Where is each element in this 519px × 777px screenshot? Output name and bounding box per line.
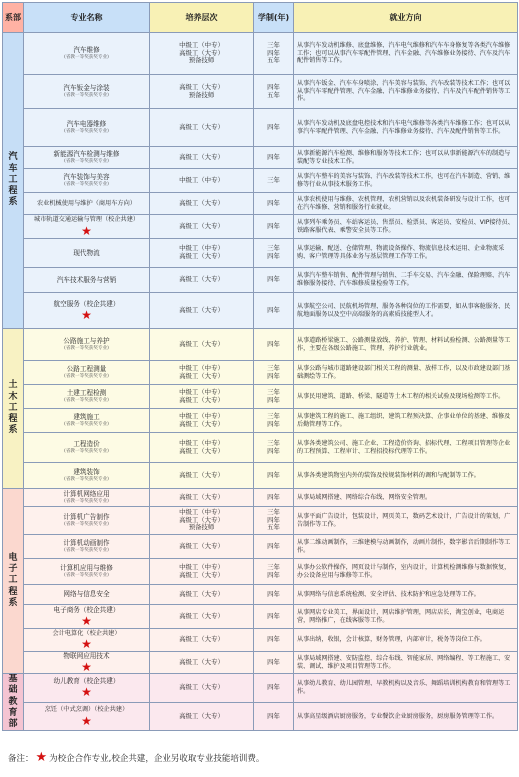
level-item: 中级工（中专） [179, 562, 224, 571]
level-item: 中级工（中专） [179, 175, 224, 184]
major-name: 航空服务（校企共建） [53, 299, 120, 308]
duration-item: 五年 [267, 90, 280, 99]
major-cell [24, 147, 150, 169]
level-item: 中级工（中专） [179, 244, 224, 253]
direction-cell: 从事高星级酒店厨房服务，专业餐饮企业厨房服务，厨房服务管理等工作。 [294, 702, 518, 731]
major-cell [24, 702, 150, 731]
duration-item: 四年 [267, 635, 280, 644]
table-row [3, 268, 518, 293]
direction-cell: 从事局域网搭建、安防监控、综合布线、智能家居、网络编程、等工程施工、安装、调试、维护及项目管理等工作。 [294, 652, 518, 674]
dept-cell [3, 489, 24, 674]
major-name: 会计电算化（校企共建） [52, 629, 121, 637]
duration-item: 三年 [267, 507, 280, 516]
direction-cell: 从事公路与城市道路建设部门相关工程的测量、放样工作，以及市政建设部门基础测绘等工作。 [294, 361, 518, 385]
dept-name: 汽车工程系 [8, 152, 18, 208]
major-cell [24, 109, 150, 147]
majors-table-container [2, 2, 517, 731]
major-name: 电子商务（校企共建） [53, 605, 120, 614]
table-row [3, 463, 518, 489]
direction-cell: 从事运输、配送、仓储管理、物流设备操作、物流信息技术运用、企业物流采购、客户管理等具体业务与基层管理工作等工作。 [294, 239, 518, 268]
dept-cell [3, 674, 24, 731]
duration-item: 四年 [267, 305, 280, 314]
duration-cell [254, 585, 294, 605]
duration-item: 三年 [267, 438, 280, 447]
major-name: 烹饪（中式烹调）（校企共建） [44, 706, 129, 714]
direction-cell: 从事各类建筑公司、施工企业、工程造价咨询、招标代理、工程项目管理等企业的工程预算、工程审计、工程招投标代理等工作。 [294, 433, 518, 463]
duration-item: 四年 [267, 82, 280, 91]
major-cell [24, 489, 150, 507]
major-name: 汽车技术服务与营销 [56, 275, 117, 284]
major-cell [24, 409, 150, 433]
direction-cell: 从事新能源汽车检测、维修和服务等技术工作；也可以从事新能源汽车的制造与装配等专业技术工作。 [294, 147, 518, 169]
major-cell [24, 652, 150, 674]
duration-item: 四年 [267, 515, 280, 524]
direction-cell: 从事航空公司、民航机场管理、服务各种岗位的工作需要，如从事客舱服务、民航地面服务以及空中高端服务的高素质技能型人才。 [294, 293, 518, 329]
duration-item: 四年 [267, 657, 280, 666]
duration-cell [254, 409, 294, 433]
duration-item: 三年 [267, 363, 280, 372]
level-cell [150, 585, 254, 605]
table-header-row [3, 3, 518, 33]
level-cell [150, 489, 254, 507]
table-row [3, 215, 518, 239]
duration-cell [254, 239, 294, 268]
duration-cell [254, 433, 294, 463]
level-item: 高级工（大专） [179, 48, 224, 57]
duration-cell [254, 193, 294, 215]
duration-item: 四年 [267, 395, 280, 404]
duration-item: 三年 [267, 562, 280, 571]
duration-cell [254, 652, 294, 674]
header-level: 培养层次 [150, 3, 254, 33]
major-name: 计算机广告制作 [63, 513, 110, 522]
direction-cell: 从事农机使用与维修、农机管理、农机营销以及农机装备研发与设计工作，也可在汽车维修、营销和服务行业就业。 [294, 193, 518, 215]
direction-cell: 从事网店专业美工，界面设计，网店维护管理，网店店长，淘宝创业，电商运营，网络推广，在线客服等工作。 [294, 605, 518, 629]
level-item: 预备技师 [188, 90, 215, 99]
dept-name: 电子工程系 [8, 552, 18, 608]
major-name: 新能源汽车检测与维修 [53, 150, 120, 159]
major-cell [24, 559, 150, 585]
duration-cell [254, 109, 294, 147]
level-item: 高级工（大专） [179, 371, 224, 380]
major-name: 汽车钣金与涂装 [63, 84, 110, 93]
star-icon: ★ [81, 713, 92, 728]
duration-cell [254, 361, 294, 385]
duration-cell [254, 329, 294, 361]
direction-cell: 从事汽车钣金、汽车车身喷涂、汽车美容与装饰、汽车改装等技术工作；也可以从事汽车零配件管理、汽车金融、汽车维修业务接待、汽车及汽车配件销售等工作。 [294, 75, 518, 109]
level-cell [150, 361, 254, 385]
table-row [3, 329, 518, 361]
major-award-note: (省教一等奖获奖专业) [64, 499, 109, 505]
major-award-note: (省教一等奖获奖专业) [64, 159, 109, 165]
duration-item: 三年 [267, 40, 280, 49]
direction-cell: 从事道路桥梁施工、公路测量放线、养护、管理、材料试验检测、公路测量等工作，主要在各级公路施工、管理、养护行业就业。 [294, 329, 518, 361]
level-cell [150, 507, 254, 535]
dept-name: 土木工程系 [8, 380, 18, 436]
level-item: 高级工（大专） [179, 470, 224, 479]
major-award-note: (省教一等奖获奖专业) [64, 477, 109, 483]
duration-item: 三年 [267, 411, 280, 420]
duration-cell [254, 75, 294, 109]
major-cell [24, 329, 150, 361]
table-row [3, 674, 518, 703]
direction-cell: 从事民用建筑、道路、桥梁、隧道等土木工程的相关试验及现场检测等工作。 [294, 385, 518, 409]
duration-cell [254, 33, 294, 75]
major-name: 建筑装饰 [73, 468, 100, 477]
major-cell [24, 239, 150, 268]
level-cell [150, 409, 254, 433]
duration-cell [254, 463, 294, 489]
footnote-label: 备注： [8, 753, 34, 764]
direction-cell: 从事出纳，收银，会计核算，财务管理，内部审计，税务等岗位工作。 [294, 629, 518, 652]
direction-cell: 从事局域网搭建、网络综合布线、网络安全管理。 [294, 489, 518, 507]
duration-cell [254, 489, 294, 507]
duration-cell [254, 559, 294, 585]
duration-item: 五年 [267, 56, 280, 65]
major-name: 土建工程检测 [66, 389, 107, 398]
duration-item: 三年 [267, 387, 280, 396]
level-item: 高级工（大专） [179, 541, 224, 550]
direction-cell: 从事办公软件操作，网页设计与制作，室内设计，计算机检测维修与数据恢复，办公设备应用与维修等工作。 [294, 559, 518, 585]
duration-item: 三年 [267, 244, 280, 253]
major-award-note: (省教一等奖获奖专业) [64, 449, 109, 455]
major-award-note: (省教一等奖获奖专业) [64, 422, 109, 428]
major-name: 计算机应用与维修 [60, 564, 113, 573]
level-cell [150, 293, 254, 329]
duration-item: 四年 [267, 611, 280, 620]
major-cell [24, 33, 150, 75]
major-cell [24, 215, 150, 239]
level-item: 中级工（中专） [179, 40, 224, 49]
major-cell [24, 361, 150, 385]
level-cell [150, 652, 254, 674]
duration-item: 四年 [267, 48, 280, 57]
major-cell [24, 433, 150, 463]
star-icon: ★ [81, 308, 92, 323]
duration-cell [254, 268, 294, 293]
major-cell [24, 193, 150, 215]
major-award-note: (省教一等奖获奖专业) [64, 398, 109, 404]
footnote-text: 为校企合作专业,校企共建，企业另收取专业技能培训费。 [49, 753, 265, 764]
duration-item: 三年 [267, 175, 280, 184]
level-item: 高级工（大专） [179, 611, 224, 620]
major-award-note: (省教一等奖获奖专业) [64, 548, 109, 554]
major-cell [24, 605, 150, 629]
duration-item: 四年 [267, 339, 280, 348]
level-item: 高级工（大专） [179, 305, 224, 314]
level-cell [150, 535, 254, 559]
level-cell [150, 463, 254, 489]
level-item: 高级工（大专） [179, 419, 224, 428]
major-cell [24, 463, 150, 489]
major-cell [24, 674, 150, 703]
table-row [3, 507, 518, 535]
level-item: 高级工（大专） [179, 446, 224, 455]
major-award-note: (省教一等奖获奖专业) [64, 93, 109, 99]
duration-cell [254, 535, 294, 559]
major-name: 网络与信息安全 [63, 590, 110, 599]
major-name: 公路工程测量 [66, 365, 107, 374]
table-row [3, 409, 518, 433]
duration-cell [254, 293, 294, 329]
level-item: 预备技师 [188, 56, 215, 65]
major-award-note: (省教一等奖获奖专业) [64, 182, 109, 188]
major-cell [24, 293, 150, 329]
duration-item: 四年 [267, 470, 280, 479]
level-item: 中级工（中专） [179, 507, 224, 516]
star-icon: ★ [81, 685, 92, 700]
level-item: 高级工（大专） [179, 339, 224, 348]
direction-cell: 从事网络与信息系统检测、安全评估、技术防护和应急处理等工作。 [294, 585, 518, 605]
level-cell [150, 702, 254, 731]
level-cell [150, 268, 254, 293]
duration-cell [254, 702, 294, 731]
table-row [3, 605, 518, 629]
duration-item: 四年 [267, 252, 280, 260]
table-row [3, 489, 518, 507]
duration-cell [254, 629, 294, 652]
level-cell [150, 385, 254, 409]
direction-cell: 从事汽车发动机及底盘电控技术和汽车电气维修等各类汽车维修工作；也可以从事汽车零配件管理、汽车金融、汽车维修业务接待、汽车及配件销售等工作。 [294, 109, 518, 147]
level-item: 高级工（大专） [179, 152, 224, 161]
duration-item: 四年 [267, 711, 280, 720]
duration-item: 四年 [267, 570, 280, 579]
table-row [3, 75, 518, 109]
level-cell [150, 109, 254, 147]
level-item: 高级工（大专） [179, 589, 224, 598]
majors-table [2, 2, 518, 731]
level-item: 中级工（中专） [179, 363, 224, 372]
duration-item: 四年 [267, 419, 280, 428]
major-name: 计算机网络应用 [63, 490, 110, 499]
level-item: 高级工（大专） [179, 122, 224, 131]
table-row [3, 361, 518, 385]
level-item: 高级工（大专） [179, 711, 224, 720]
level-cell [150, 605, 254, 629]
level-item: 高级工（大专） [179, 221, 224, 230]
header-duration: 学制(年) [254, 3, 294, 33]
direction-cell: 从事汽车整车的美容与装饰、汽车改装等技术工作，也可在汽车制造、营销、维修等行业从事技术服务工作。 [294, 169, 518, 193]
table-row [3, 239, 518, 268]
level-item: 预备技师 [188, 523, 215, 532]
table-row [3, 385, 518, 409]
table-row [3, 702, 518, 731]
table-row [3, 585, 518, 605]
major-name: 现代物流 [73, 248, 100, 257]
table-row [3, 193, 518, 215]
duration-item: 四年 [267, 198, 280, 207]
dept-name: 基础教育部 [8, 674, 18, 730]
level-item: 中级工（中专） [179, 387, 224, 396]
direction-cell: 从事各类建筑物室内外的装饰及按规装饰材料的调和与配制等工作。 [294, 463, 518, 489]
duration-item: 四年 [267, 446, 280, 455]
duration-cell [254, 147, 294, 169]
table-row [3, 109, 518, 147]
duration-item: 四年 [267, 275, 280, 284]
level-cell [150, 33, 254, 75]
level-item: 高级工（大专） [179, 515, 224, 524]
major-award-note: (省教一等奖获奖专业) [64, 522, 109, 528]
major-award-note: (省教一等奖获奖专业) [64, 55, 109, 61]
level-item: 中级工（中专） [179, 438, 224, 447]
major-name: 工程造价 [73, 440, 100, 449]
duration-item: 四年 [267, 221, 280, 230]
level-item: 高级工（大专） [179, 682, 224, 691]
table-row [3, 293, 518, 329]
duration-item: 四年 [267, 152, 280, 161]
level-item: 高级工（大专） [179, 635, 224, 644]
major-name: 幼儿教育（校企共建） [53, 677, 120, 686]
level-item: 高级工（大专） [179, 252, 224, 260]
major-name: 农业机械使用与维护（商用车方向） [37, 199, 136, 207]
major-name: 城市轨道交通运输与管理（校企共建） [33, 216, 140, 224]
major-cell [24, 169, 150, 193]
level-item: 中级工（中专） [179, 411, 224, 420]
duration-cell [254, 507, 294, 535]
level-item: 高级工（大专） [179, 492, 224, 501]
level-item: 高级工（大专） [179, 570, 224, 579]
major-name: 汽车装饰与美容 [63, 173, 110, 182]
table-row [3, 629, 518, 652]
major-award-note: (省教一等奖获奖专业) [64, 129, 109, 135]
duration-cell [254, 215, 294, 239]
direction-cell: 从事建筑工程的施工、施工组织、建筑工程预决算、企事业单位的基建、维修及后勤管理等工作。 [294, 409, 518, 433]
footnote [8, 751, 264, 764]
table-row [3, 535, 518, 559]
level-item: 高级工（大专） [179, 198, 224, 207]
duration-cell [254, 674, 294, 703]
level-cell [150, 629, 254, 652]
major-award-note: (省教一等奖获奖专业) [64, 573, 109, 579]
duration-cell [254, 385, 294, 409]
level-cell [150, 433, 254, 463]
level-item: 高级工（大专） [179, 82, 224, 91]
level-cell [150, 215, 254, 239]
duration-item: 四年 [267, 492, 280, 501]
star-icon: ★ [81, 660, 92, 674]
star-icon: ★ [35, 750, 48, 765]
level-cell [150, 329, 254, 361]
major-name: 计算机动画制作 [63, 539, 110, 548]
star-icon: ★ [81, 223, 92, 238]
table-row [3, 433, 518, 463]
table-row [3, 147, 518, 169]
major-cell [24, 507, 150, 535]
level-cell [150, 169, 254, 193]
header-direction: 就业方向 [294, 3, 518, 33]
major-name: 建筑施工 [73, 413, 100, 422]
star-icon: ★ [81, 614, 92, 629]
header-major: 专业名称 [24, 3, 150, 33]
duration-item: 四年 [267, 541, 280, 550]
major-cell [24, 75, 150, 109]
header-dept: 系部 [3, 3, 24, 33]
major-cell [24, 585, 150, 605]
direction-cell: 从事二维动画制作，三维建模与动画制作，动画片制作，数字影音后期制作等工作。 [294, 535, 518, 559]
major-name: 汽车维修 [73, 46, 100, 55]
major-cell [24, 385, 150, 409]
level-cell [150, 674, 254, 703]
dept-cell [3, 329, 24, 489]
dept-cell [3, 33, 24, 329]
duration-item: 四年 [267, 682, 280, 691]
level-item: 高级工（大专） [179, 657, 224, 666]
major-cell [24, 268, 150, 293]
major-award-note: (省教一等奖获奖专业) [64, 346, 109, 352]
major-cell [24, 629, 150, 652]
level-item: 高级工（大专） [179, 275, 224, 284]
table-row [3, 169, 518, 193]
table-row [3, 652, 518, 674]
direction-cell: 从事列车乘务员、车站客运员、售票员、检票员、客运员、安检员、VIP接待员、铁路客服代表、乘警安全员等工作。 [294, 215, 518, 239]
duration-item: 五年 [267, 523, 280, 532]
duration-cell [254, 605, 294, 629]
level-cell [150, 75, 254, 109]
level-cell [150, 559, 254, 585]
major-name: 物联网应用技术 [63, 652, 110, 660]
direction-cell: 从事汽车发动机维修、底盘维修、汽车电气维修和汽车车身修复等各类汽车维修工作；也可以从事汽车零配件管理、汽车金融、汽车维修业务接待、汽车及汽车配件销售等工作。 [294, 33, 518, 75]
level-cell [150, 239, 254, 268]
duration-item: 四年 [267, 122, 280, 131]
duration-item: 四年 [267, 371, 280, 380]
major-name: 公路施工与养护 [63, 337, 110, 346]
level-cell [150, 193, 254, 215]
star-icon: ★ [81, 637, 92, 652]
direction-cell: 从事幼儿教育、幼儿园管理、早教机构以及音乐、舞蹈培训机构教育和管理等工作。 [294, 674, 518, 703]
table-row [3, 559, 518, 585]
duration-cell [254, 169, 294, 193]
major-cell [24, 535, 150, 559]
major-award-note: (省教一等奖获奖专业) [64, 374, 109, 380]
table-row [3, 33, 518, 75]
duration-item: 四年 [267, 589, 280, 598]
major-name: 汽车电器维修 [66, 120, 107, 129]
level-cell [150, 147, 254, 169]
direction-cell: 从事汽车整车销售、配件管理与销售、二手车交易、汽车金融、保险理赔、汽车维修服务接待、汽车维修质量检验等工作。 [294, 268, 518, 293]
table-body [3, 33, 518, 731]
direction-cell: 从事平面广告设计，包装设计，网页美工，数码艺术设计，广告设计的策划，广告制作等工作。 [294, 507, 518, 535]
level-item: 高级工（大专） [179, 395, 224, 404]
